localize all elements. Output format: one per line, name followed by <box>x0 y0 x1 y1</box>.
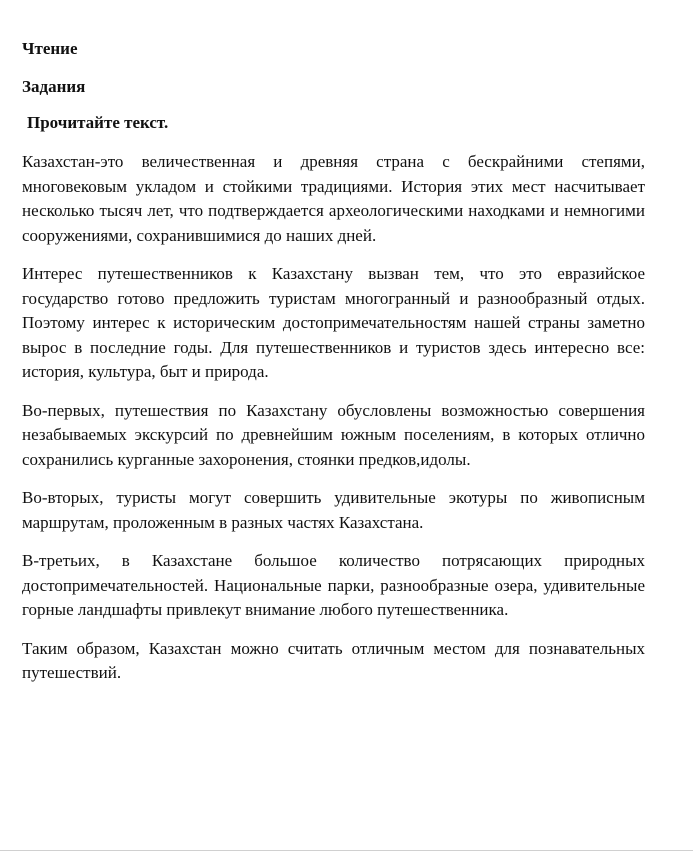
paragraph-conclusion: Таким образом, Казахстан можно считать отличным местом для познавательных путешествий. <box>22 638 645 682</box>
paragraph-interest: Интерес путешественников к Казахстану вызван тем, что это евразийское государство готово предложить туристам многогранный и разнообразный отдых. Поэтому интерес к историческим достопримечательностям нашей страны заметно вырос в последние годы. Для путешественников и туристов здесь интересно все: история, культура, быт и природа. <box>22 264 645 381</box>
document-content <box>22 38 645 700</box>
heading-instruction: Прочитайте текст. <box>27 113 169 132</box>
paragraph-intro: Казахстан-это величественная и древняя страна с бескрайними степями, многовековым укладом и стойкими традициями. История этих мест насчитывает несколько тысяч лет, что подтверждается археологическими находками и немногими сооружениями, сохранившимися до наших дней. <box>22 152 645 245</box>
paragraph-third: В-третьих, в Казахстане большое количество потрясающих природных достопримечательностей. Национальные парки, разнообразные озера, удивительные горные ландшафты привлекут внимание любого путешественника. <box>22 551 645 619</box>
heading-reading: Чтение <box>22 39 78 58</box>
page-bottom-divider <box>0 850 693 851</box>
paragraph-second: Во-вторых, туристы могут совершить удивительные экотуры по живописным маршрутам, проложенным в разных частях Казахстана. <box>22 488 645 532</box>
paragraph-first: Во-первых, путешествия по Казахстану обусловлены возможностью совершения незабываемых экскурсий по древнейшим южным поселениям, в которых отлично сохранились курганные захоронения, стоянки предков,идолы. <box>22 400 645 469</box>
heading-tasks: Задания <box>22 77 86 96</box>
